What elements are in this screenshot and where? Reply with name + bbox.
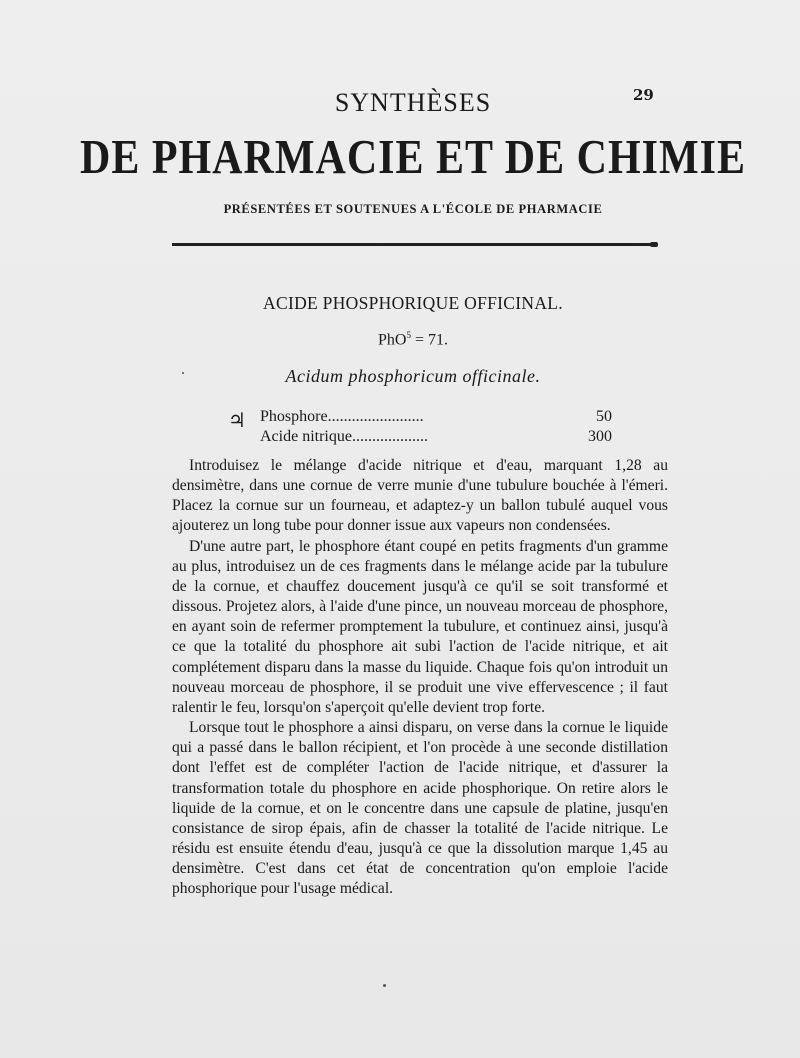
chemical-formula [0,330,800,349]
ingredient-quantity: 50 [596,408,612,425]
body-text [172,456,668,899]
ink-speck [383,984,386,987]
formula-rest: = 71. [410,331,448,349]
paragraph: D'une autre part, le phosphore étant coupé en petits fragments d'un gramme au plus, introduisez un de ces fragments dans le mélange acide par la tubulure de la cornue, et chauffez doucement jusqu'à ce qu'il se soit transformé et dissous. Projetez alors, à l'aide d'une pince, un nouveau morceau de phosphore, en ayant soin de refermer promptement la tubulure, et continuez ainsi, jusqu'à ce que la totalité du phosphore ait subi l'action de l'acide nitrique, et ait complétement disparu dans la masse du liquide. Chaque fois qu'on introduit un nouveau morceau de phosphore, il se produit une vive effervescence ; il faut ralentir le feu, lorsqu'on s'aperçoit qu'elle devient trop forte. [172,537,668,716]
ingredient-quantity: 300 [588,428,612,445]
formula-base: PhO [378,331,407,349]
section-title: ACIDE PHOSPHORIQUE OFFICINAL. [263,293,563,313]
header-divider-rule [172,243,656,246]
header-subtitle: PRÉSENTÉES ET SOUTENUES A L'ÉCOLE DE PHARMACIE [223,202,603,216]
ingredient-name: Phosphore........................ [260,408,424,425]
header-title-pharmacie-chimie: DE PHARMACIE ET DE CHIMIE [80,131,746,185]
paragraph: Lorsque tout le phosphore a ainsi disparu, on verse dans la cornue le liquide qui a passé dans le ballon récipient, et l'on procède à une seconde distillation dont l'effet est de compléter l'action de l'acide nitrique, et d'assurer la transformation totale du phosphore en acide phosphorique. On retire alors le liquide de la cornue, et on le concentre dans une capsule de platine, jusqu'en consistance de sirop épais, afin de chasser la totalité de l'acide nitrique. Le résidu est ensuite étendu d'eau, jusqu'à ce que la dissolution marque 1,45 au densimètre. C'est dans cet état de concentration qu'on emploie l'acide phosphorique pour l'usage médical. [172,719,668,898]
recipe-symbol-icon: ♃ [228,410,246,432]
latin-name: Acidum phosphoricum officinale. [285,366,541,386]
paragraph: Introduisez le mélange d'acide nitrique et d'eau, marquant 1,28 au densimètre, dans une cornue de verre munie d'une tubulure bouchée à l'émeri. Placez la cornue sur un fourneau, et adaptez-y un ballon tubulé auquel vous ajouterez un long tube pour donner issue aux vapeurs non condensées. [172,457,668,535]
formula-superscript: 5 [406,330,411,340]
header-title-syntheses: SYNTHÈSES [334,88,492,117]
ink-speck [182,372,184,374]
page-number: 29 [633,86,654,104]
ingredient-name: Acide nitrique................... [260,428,428,445]
